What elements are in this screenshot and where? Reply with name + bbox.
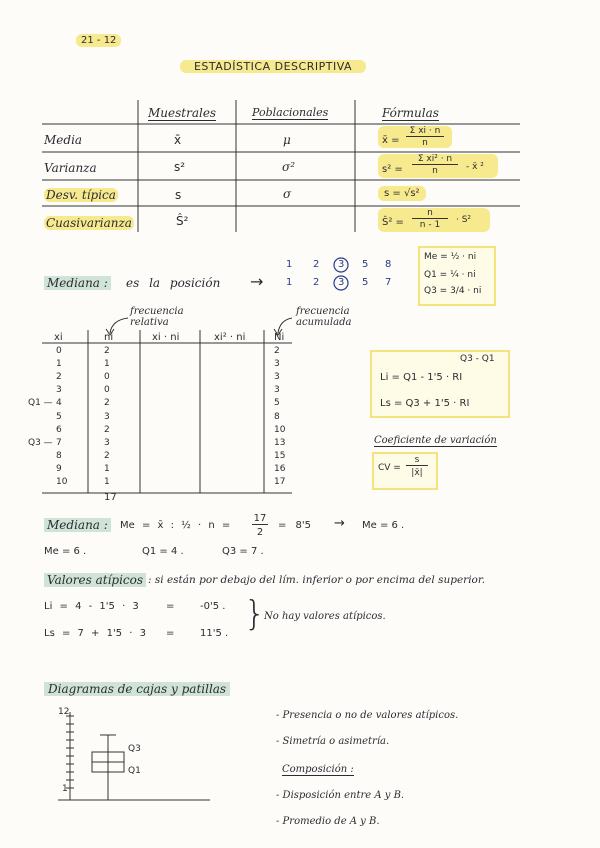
calc-atipicos-label: Valores atípicos	[44, 573, 146, 587]
muestral-desv: s	[175, 188, 182, 202]
freq-row-ni: 2	[104, 424, 110, 435]
poblacional-desv: σ	[283, 187, 292, 201]
freq-row-xi: 1	[56, 359, 62, 370]
muestral-media: x̄	[174, 133, 182, 147]
formula-cuasi-num: n	[412, 208, 448, 219]
quartile-q1: Q1 = ¼ · ni	[424, 270, 476, 280]
muestral-varianza: s²	[174, 160, 186, 174]
calc-brace: }	[244, 594, 266, 634]
calc-q1: Q1 = 4 .	[142, 546, 184, 557]
freq-row-xi: 0	[56, 346, 62, 356]
ri-top: Q3 - Q1	[460, 354, 495, 364]
row-label-desv-tipica: Desv. típica	[46, 188, 116, 202]
formula-varianza-den: n	[432, 166, 438, 176]
freq-header-xini: xi · ni	[152, 332, 180, 343]
calc-mediana-expr: Me = x̄ : ½ · n =	[120, 520, 231, 531]
quartile-me: Me = ½ · ni	[424, 252, 477, 262]
col-muestrales: Muestrales	[148, 106, 217, 120]
seq-bottom-2: 3	[338, 277, 345, 288]
calc-me: Me = 6 .	[44, 546, 87, 557]
row-label-cuasivarianza: Cuasivarianza	[46, 216, 132, 230]
freq-header-xi: xi	[54, 332, 63, 343]
freq-row-Ni: 16	[274, 463, 286, 474]
poblacional-varianza: σ²	[282, 160, 296, 174]
calc-mediana-label: Mediana :	[44, 518, 111, 532]
freq-row-xi: 4	[56, 398, 62, 409]
freq-row-ni: 2	[104, 398, 110, 409]
mediana-arrow: →	[250, 272, 264, 291]
formula-media-num: Σ xi · n	[406, 126, 444, 137]
calc-mediana-final: Me = 6 .	[362, 520, 405, 531]
calc-ls-eq: =	[166, 628, 175, 639]
freq-row-xi: 8	[56, 450, 62, 461]
freq-row-xi: 5	[56, 411, 62, 422]
mediana-text: es la posición	[126, 276, 221, 290]
calc-li-eq: =	[166, 601, 175, 612]
boxplot-q3-label: Q3	[128, 744, 141, 754]
boxplot-title: Diagramas de cajas y patillas	[44, 682, 230, 696]
seq-bottom-0: 1	[286, 277, 293, 288]
formula-media-lhs: x̄ =	[382, 135, 400, 146]
freq-header-Ni: Ni	[274, 332, 285, 343]
freq-header-ni: ni	[104, 332, 114, 343]
freq-row-ni: 0	[104, 372, 110, 383]
freq-row-ni: 1	[104, 359, 110, 370]
freq-row-xi: 9	[56, 463, 62, 474]
calc-li-val: -0'5 .	[200, 601, 226, 612]
freq-row-Ni: 3	[274, 372, 280, 383]
freq-row-Ni: 15	[274, 450, 286, 461]
freq-row-Ni: 17	[274, 477, 286, 487]
seq-bottom-1: 2	[313, 277, 320, 288]
formula-cuasi-den: n - 1	[419, 220, 441, 230]
boxplot-q1-label: Q1	[128, 766, 141, 776]
row-label-varianza: Varianza	[44, 161, 97, 175]
formula-desv: s = √s²	[378, 186, 426, 201]
freq-row-ni: 0	[104, 385, 110, 396]
seq-top-0: 1	[286, 259, 293, 270]
freq-header-xi2ni: xi² · ni	[214, 332, 246, 343]
composicion-label: Composición :	[282, 764, 354, 775]
calc-li-expr: Li = 4 - 1'5 · 3	[44, 601, 139, 612]
label-frecuencia-acumulada: frecuencia acumulada	[296, 306, 352, 328]
freq-row-Ni: 3	[274, 385, 280, 396]
muestral-cuasi: Ŝ²	[176, 214, 189, 228]
freq-row-ni: 2	[104, 346, 110, 356]
formula-cuasi-tail: · S²	[456, 215, 472, 225]
calc-q3: Q3 = 7 .	[222, 546, 264, 557]
quartile-q3: Q3 = 3/4 · ni	[424, 286, 482, 296]
poblacional-media: μ	[283, 133, 291, 147]
ri-ls: Ls = Q3 + 1'5 · RI	[380, 398, 470, 409]
cv-lhs: CV =	[378, 463, 401, 473]
calc-no-atipicos: No hay valores atípicos.	[264, 611, 386, 622]
freq-row-ni: 1	[104, 477, 110, 487]
boxplot-axis-top: 12	[58, 707, 70, 717]
cv-label: Coeficiente de variación	[374, 435, 497, 446]
cv-num: s	[406, 455, 428, 466]
freq-row-Ni: 10	[274, 424, 286, 435]
calc-ls-expr: Ls = 7 + 1'5 · 3	[44, 628, 146, 639]
freq-row-Ni: 8	[274, 411, 280, 422]
formula-varianza-tail: - x̄ ²	[466, 162, 484, 172]
formula-media-den: n	[422, 138, 428, 148]
freq-row-mark: Q1 —	[28, 398, 53, 409]
freq-row-Ni: 5	[274, 398, 280, 409]
bullet-disposicion: - Disposición entre A y B.	[276, 790, 405, 801]
calc-atipicos-text: : si están por debajo del lím. inferior o por encima del superior.	[148, 574, 486, 586]
freq-row-xi: 10	[56, 477, 68, 487]
freq-row-xi: 3	[56, 385, 62, 396]
calc-mediana-result: = 8'5	[278, 520, 312, 531]
date-label: 21 - 12	[76, 34, 121, 47]
seq-top-1: 2	[313, 259, 320, 270]
freq-row-ni: 1	[104, 463, 110, 474]
freq-row-Ni: 13	[274, 437, 286, 448]
formula-cuasi-lhs: Ŝ² =	[382, 217, 404, 228]
freq-row-Ni: 2	[274, 346, 280, 356]
bullet-atipicos: - Presencia o no de valores atípicos.	[276, 710, 459, 721]
bullet-promedio: - Promedio de A y B.	[276, 816, 380, 827]
freq-row-ni: 3	[104, 437, 110, 448]
cv-den: |x̄|	[411, 468, 423, 478]
freq-row-Ni: 3	[274, 359, 280, 370]
freq-row-xi: 7	[56, 437, 62, 448]
calc-arrow: →	[334, 516, 345, 531]
freq-row-mark: Q3 —	[28, 437, 53, 448]
row-label-media: Media	[44, 133, 83, 147]
boxplot-axis-bottom: 1	[62, 784, 68, 794]
calc-frac-den: 2	[256, 527, 264, 538]
freq-row-xi: 2	[56, 372, 62, 383]
freq-row-ni: 3	[104, 411, 110, 422]
seq-top-3: 5	[362, 259, 369, 270]
label-frecuencia-relativa: frecuencia relativa	[130, 306, 184, 328]
calc-frac-num: 17	[253, 513, 267, 524]
calc-ls-val: 11'5 .	[200, 628, 229, 639]
freq-row-xi: 6	[56, 424, 62, 435]
formula-varianza-lhs: s² =	[382, 164, 403, 175]
page-title: ESTADÍSTICA DESCRIPTIVA	[180, 60, 366, 73]
col-formulas: Fórmulas	[382, 106, 439, 120]
mediana-label: Mediana :	[44, 276, 111, 290]
ri-li: Li = Q1 - 1'5 · RI	[380, 372, 463, 383]
seq-top-4: 8	[385, 259, 392, 270]
formula-varianza-num: Σ xi² · n	[412, 154, 458, 165]
freq-total-ni: 17	[104, 492, 117, 503]
col-poblacionales: Poblacionales	[252, 106, 329, 119]
seq-top-2: 3	[338, 259, 345, 270]
freq-row-ni: 2	[104, 450, 110, 461]
bullet-simetria: - Simetría o asimetría.	[276, 736, 390, 747]
seq-bottom-3: 5	[362, 277, 369, 288]
seq-bottom-4: 7	[385, 277, 392, 288]
